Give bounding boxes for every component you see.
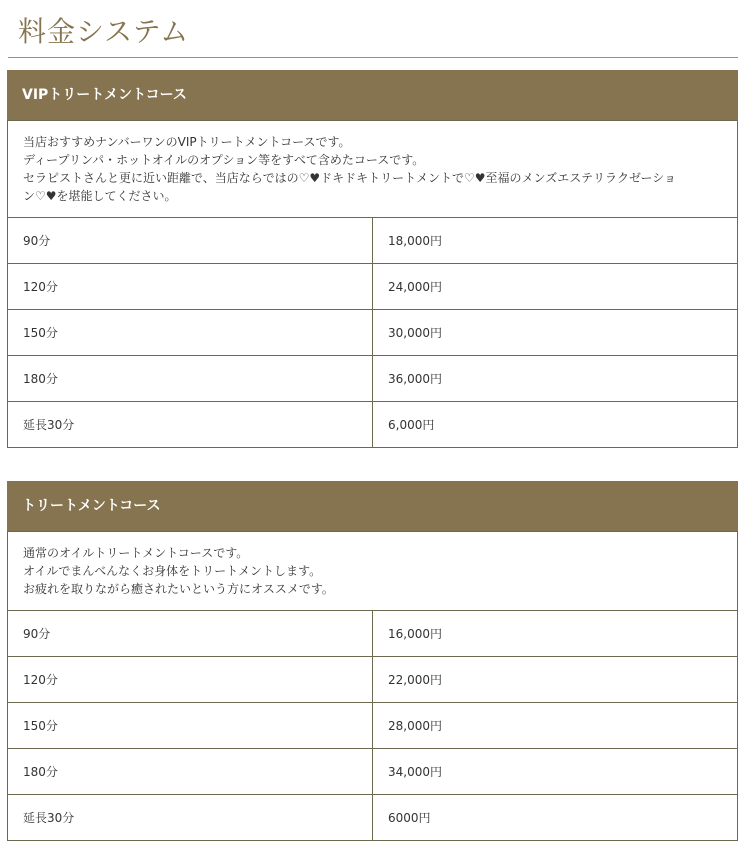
price-table: [7, 120, 738, 448]
price-table: [7, 531, 738, 841]
table-row: [8, 749, 738, 795]
table-row: [8, 218, 738, 264]
duration-cell: 150分: [8, 310, 373, 356]
page-title: 料金システム: [18, 15, 190, 48]
description-row: [8, 532, 738, 611]
price-cell: 24,000円: [373, 264, 738, 310]
description-line: 当店おすすめナンバーワンのVIPトリートメントコースです。: [23, 135, 351, 149]
description-line: お疲れを取りながら癒されたいという方にオススメです。: [23, 582, 334, 596]
price-cell: 36,000円: [373, 356, 738, 402]
table-row: [8, 402, 738, 448]
course-header: VIPトリートメントコース: [7, 70, 738, 120]
price-cell: 30,000円: [373, 310, 738, 356]
course-header: トリートメントコース: [7, 481, 738, 531]
description-line: 通常のオイルトリートメントコースです。: [23, 546, 249, 560]
description-row: [8, 121, 738, 218]
table-row: [8, 795, 738, 841]
duration-cell: 180分: [8, 749, 373, 795]
description-line: オイルでまんべんなくお身体をトリートメントします。: [23, 564, 322, 578]
description-line: セラピストさんと更に近い距離で、当店ならではの♡♥ドキドキトリートメントで♡♥至福のメンズエステリラクゼーショ: [23, 171, 676, 185]
duration-cell: 延長30分: [8, 795, 373, 841]
price-cell: 16,000円: [373, 611, 738, 657]
price-cell: 6,000円: [373, 402, 738, 448]
table-row: [8, 703, 738, 749]
price-cell: 6000円: [373, 795, 738, 841]
duration-cell: 90分: [8, 218, 373, 264]
description-line: ディープリンパ・ホットオイルのオプション等をすべて含めたコースです。: [23, 153, 425, 167]
duration-cell: 120分: [8, 264, 373, 310]
table-row: [8, 356, 738, 402]
duration-cell: 90分: [8, 611, 373, 657]
price-cell: 28,000円: [373, 703, 738, 749]
duration-cell: 延長30分: [8, 402, 373, 448]
course-vip-treatment: [7, 70, 738, 448]
table-row: [8, 264, 738, 310]
table-row: [8, 657, 738, 703]
title-divider: [8, 57, 738, 58]
course-description: [8, 121, 738, 218]
table-row: [8, 611, 738, 657]
price-cell: 22,000円: [373, 657, 738, 703]
duration-cell: 120分: [8, 657, 373, 703]
duration-cell: 180分: [8, 356, 373, 402]
description-line: ン♡♥を堪能してください。: [23, 189, 177, 203]
table-row: [8, 310, 738, 356]
price-cell: 34,000円: [373, 749, 738, 795]
price-cell: 18,000円: [373, 218, 738, 264]
course-description: [8, 532, 738, 611]
duration-cell: 150分: [8, 703, 373, 749]
course-treatment: [7, 481, 738, 841]
